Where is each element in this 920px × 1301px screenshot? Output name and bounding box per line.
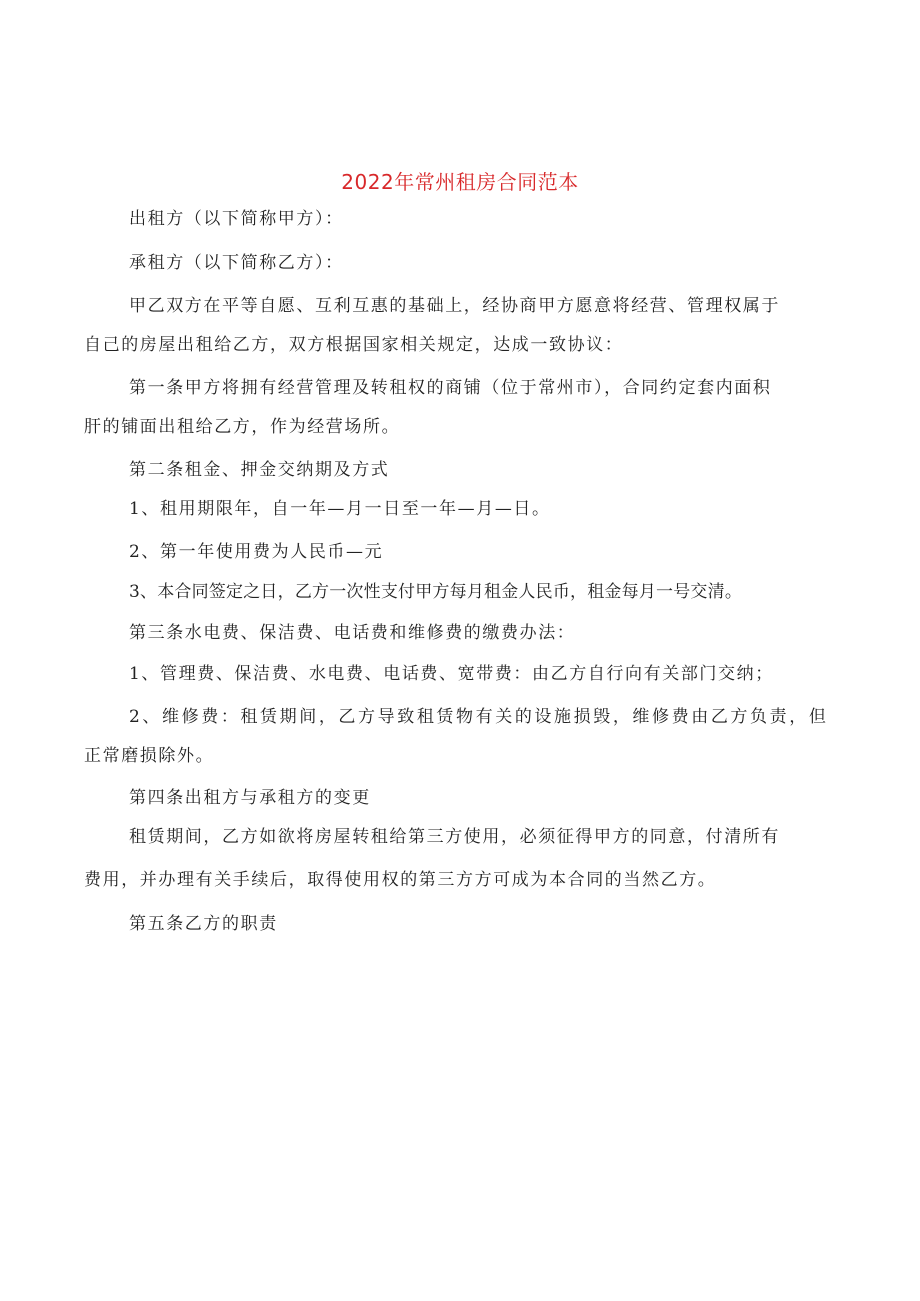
document-title: 2022年常州租房合同范本 xyxy=(341,170,579,194)
lessor-line: 出租方（以下简称甲方）： xyxy=(129,209,344,229)
article-1-line-1: 第一条甲方将拥有经营管理及转租权的商铺（位于常州市），合同约定套内面积 xyxy=(129,378,772,398)
article-2-item-2: 2、第一年使用费为人民币—元 xyxy=(129,542,384,562)
article-2-heading: 第二条租金、押金交纳期及方式 xyxy=(129,460,390,480)
article-3-heading: 第三条水电费、保洁费、电话费和维修费的缴费办法： xyxy=(129,623,576,643)
article-3-item-2-line-2: 正常磨损除外。 xyxy=(84,746,215,766)
article-3-item-2-line-1: 2、维修费：租赁期间，乙方导致租赁物有关的设施损毁，维修费由乙方负责，但 xyxy=(129,707,829,727)
article-2-item-3: 3、本合同签定之日，乙方一次性支付甲方每月租金人民币，租金每月一号交清。 xyxy=(129,582,743,602)
article-3-item-1: 1、管理费、保洁费、水电费、电话费、宽带费：由乙方自行向有关部门交纳； xyxy=(129,664,774,684)
article-5-heading: 第五条乙方的职责 xyxy=(129,914,278,934)
article-1-line-2: 肝的铺面出租给乙方，作为经营场所。 xyxy=(84,417,401,437)
article-2-item-1: 1、租用期限年，自一年—月一日至一年—月—日。 xyxy=(129,499,551,519)
article-4-heading: 第四条出租方与承租方的变更 xyxy=(129,788,371,808)
preamble-line-2: 自己的房屋出租给乙方，双方根据国家相关规定，达成一致协议： xyxy=(84,335,624,355)
article-4-body-line-1: 租赁期间，乙方如欲将房屋转租给第三方使用，必须征得甲方的同意，付清所有 xyxy=(129,827,780,847)
lessee-line: 承租方（以下简称乙方）： xyxy=(129,253,344,273)
preamble-line-1: 甲乙双方在平等自愿、互利互惠的基础上，经协商甲方愿意将经营、管理权属于 xyxy=(129,296,780,316)
article-4-body-line-2: 费用，并办理有关手续后，取得使用权的第三方方可成为本合同的当然乙方。 xyxy=(84,870,717,890)
